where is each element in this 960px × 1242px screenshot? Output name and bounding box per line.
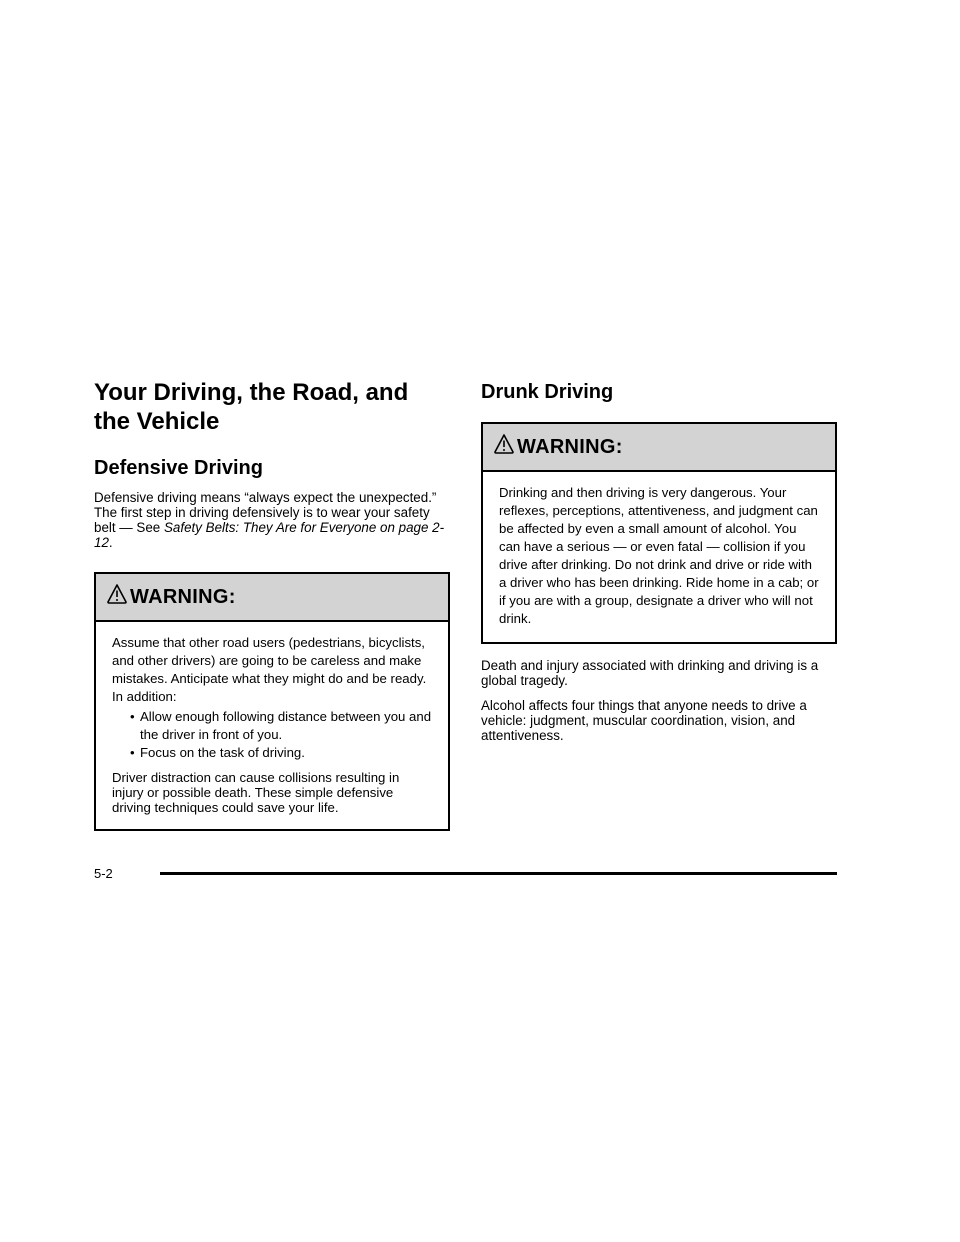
section-title-defensive-driving: Defensive Driving xyxy=(94,457,263,479)
page-title: Your Driving, the Road, and the Vehicle xyxy=(94,379,409,435)
bullet-icon: • xyxy=(130,709,135,724)
warning-bullet-list xyxy=(112,708,434,762)
warning-label: WARNING: xyxy=(130,585,236,608)
warning-text: Assume that other road users (pedestrians, bicyclists, and other drivers) are going to be careless and make mistakes. Anticipate what they might do and be ready. In addition: xyxy=(112,635,427,704)
warning-label: WARNING: xyxy=(517,435,623,458)
drunk-driving-warning-box xyxy=(481,422,837,644)
warning-header xyxy=(96,574,448,622)
page-number: 5-2 xyxy=(94,866,113,881)
drunk-driving-paragraph-2: Alcohol affects four things that anyone needs to drive a vehicle: judgment, muscular coordination, vision, and attentiveness. xyxy=(481,698,807,743)
list-item: • Allow enough following distance between you and the driver in front of you. xyxy=(130,709,432,742)
warning-header xyxy=(483,424,835,472)
footer-rule xyxy=(160,872,837,875)
warning-body xyxy=(483,472,835,642)
defensive-driving-warning-box xyxy=(94,572,450,831)
bullet-icon: • xyxy=(130,745,135,760)
right-column xyxy=(481,380,837,753)
section-title-drunk-driving: Drunk Driving xyxy=(481,381,614,403)
drunk-driving-paragraph-1: Death and injury associated with drinking and driving is a global tragedy. xyxy=(481,658,819,688)
defensive-driving-intro xyxy=(94,490,450,550)
intro-end: . xyxy=(108,535,113,550)
intro-text: Defensive driving means “always expect the unexpected.” The first step in driving defensively is to wear your safety belt — See xyxy=(94,490,437,535)
warning-conclusion: Driver distraction can cause collisions resulting in injury or possible death. These simple defensive driving techniques could save your life. xyxy=(112,770,400,815)
warning-triangle-icon xyxy=(493,433,515,455)
left-column xyxy=(94,378,450,845)
warning-body xyxy=(96,622,448,829)
warning-triangle-icon xyxy=(106,583,128,605)
list-item: • Focus on the task of driving. xyxy=(130,745,305,760)
warning-text: Drinking and then driving is very dangerous. Your reflexes, perceptions, attentiveness, and judgment can be affected by even a small amount of alcohol. You can have a serious — or even fatal — collision if you drive after drinking. Do not drink and drive or ride with a driver who has been drinking. Ride home in a cab; or if you are with a group, designate a driver who will not drink. xyxy=(499,485,819,626)
safety-belts-reference-link[interactable]: Safety Belts: They Are for Everyone on page 2-12 xyxy=(94,520,445,550)
